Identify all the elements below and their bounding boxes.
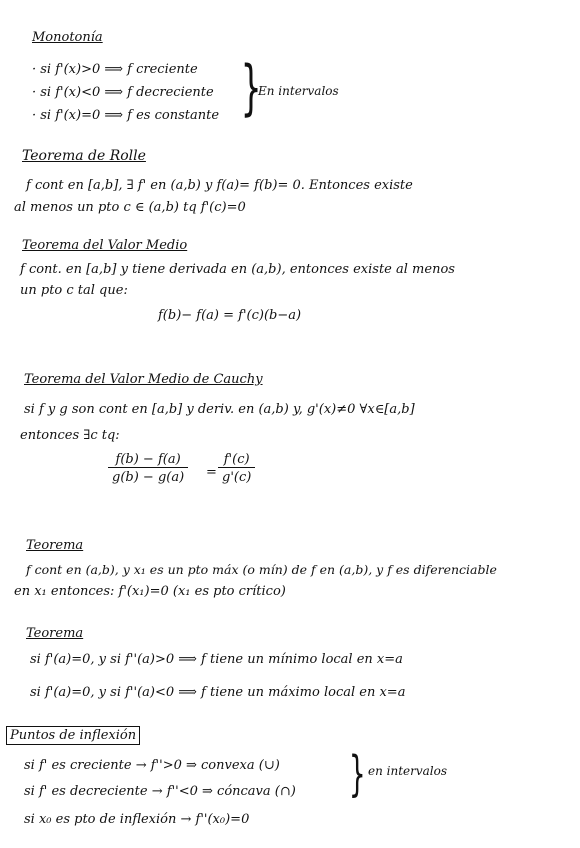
valor-medio-formula: f(b)− f(a) = f'(c)(b−a)	[158, 308, 302, 323]
cauchy-title: Teorema del Valor Medio de Cauchy	[24, 372, 263, 387]
teorema-segunda-title: Teorema	[26, 626, 84, 641]
inflexion-item-1: si f' es creciente → f''>0 ⇒ convexa (∪)	[24, 758, 280, 773]
valor-medio-line-1: f cont. en [a,b] y tiene derivada en (a,b), entonces existe al menos	[20, 262, 455, 277]
inflexion-item-2: si f' es decreciente → f''<0 ⇒ cóncava (∩)	[24, 784, 296, 799]
cauchy-rhs-denominator: g'(c)	[218, 467, 255, 485]
inflexion-item-3: si x₀ es pto de inflexión → f''(x₀)=0	[24, 812, 250, 827]
teorema-extremo-line-2: en x₁ entonces: f'(x₁)=0 (x₁ es pto crítico)	[14, 584, 286, 599]
monotonia-item-2: · si f'(x)<0 ⟹ f decreciente	[32, 85, 214, 100]
cauchy-equals: =	[206, 465, 217, 480]
rolle-line-1: f cont en [a,b], ∃ f' en (a,b) y f(a)= f(b)= 0. Entonces existe	[26, 178, 413, 193]
monotonia-brace: }	[240, 53, 262, 123]
monotonia-item-3: · si f'(x)=0 ⟹ f es constante	[32, 108, 220, 123]
teorema-segunda-line-2: si f'(a)=0, y si f''(a)<0 ⟹ f tiene un máximo local en x=a	[30, 685, 406, 700]
cauchy-rhs-numerator: f'(c)	[223, 452, 250, 467]
rolle-line-2: al menos un pto c ∈ (a,b) tq f'(c)=0	[14, 200, 246, 215]
monotonia-title: Monotonía	[32, 30, 103, 45]
rolle-title: Teorema de Rolle	[22, 148, 146, 164]
teorema-extremo-line-1: f cont en (a,b), y x₁ es un pto máx (o mín) de f en (a,b), y f es diferenciable	[26, 562, 497, 577]
monotonia-item-1: · si f'(x)>0 ⟹ f creciente	[32, 62, 198, 77]
cauchy-fraction-right	[218, 452, 255, 485]
inflexion-note: en intervalos	[368, 764, 448, 778]
teorema-segunda-line-1: si f'(a)=0, y si f''(a)>0 ⟹ f tiene un mínimo local en x=a	[30, 652, 403, 667]
cauchy-numerator: f(b) − f(a)	[115, 452, 181, 467]
inflexion-title: Puntos de inflexión	[6, 726, 140, 745]
cauchy-denominator: g(b) − g(a)	[108, 467, 188, 485]
teorema-extremo-title: Teorema	[26, 538, 84, 553]
valor-medio-line-2: un pto c tal que:	[20, 283, 128, 298]
cauchy-line-2: entonces ∃c tq:	[20, 428, 120, 443]
valor-medio-title: Teorema del Valor Medio	[22, 238, 188, 253]
monotonia-note: En intervalos	[258, 84, 339, 98]
cauchy-line-1: si f y g son cont en [a,b] y deriv. en (a,b) y, g'(x)≠0 ∀x∈[a,b]	[24, 402, 415, 417]
cauchy-fraction-left	[108, 452, 188, 485]
inflexion-brace: }	[348, 746, 366, 802]
